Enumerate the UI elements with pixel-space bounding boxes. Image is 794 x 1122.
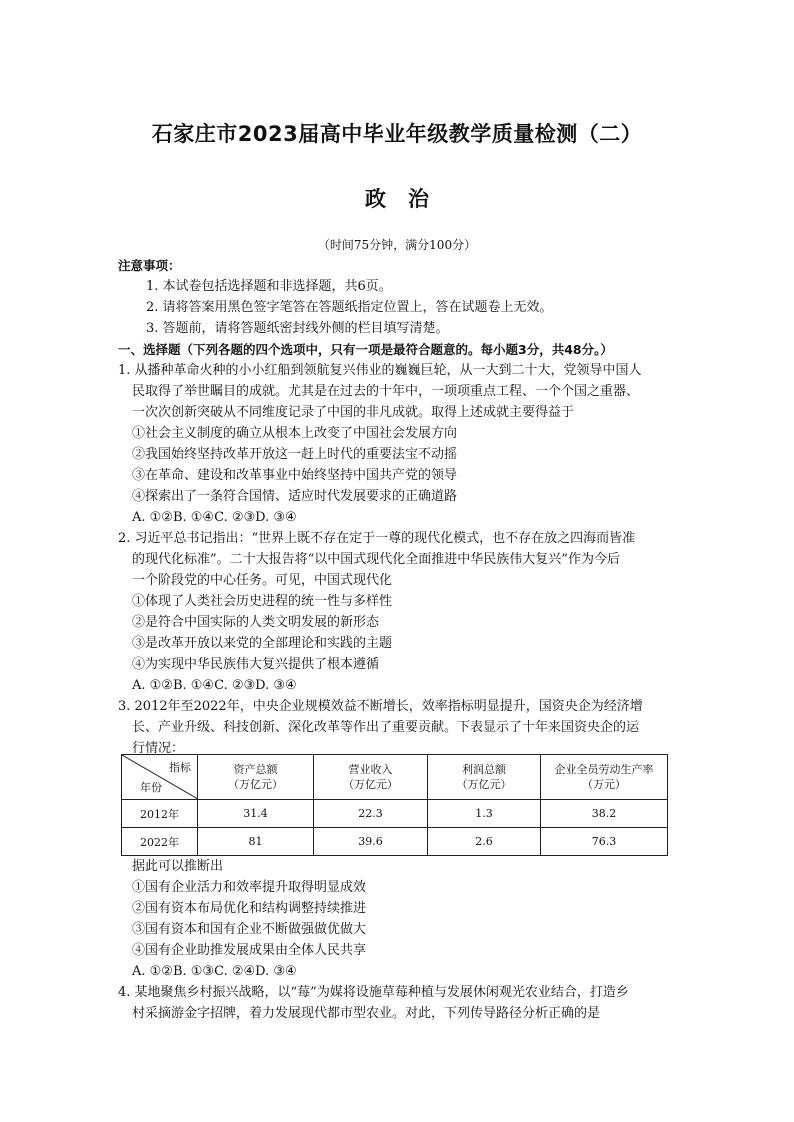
table-cell: 38.2	[541, 800, 668, 828]
table-header-row	[122, 755, 668, 800]
table-cell: 1.3	[428, 800, 541, 828]
column-header-name: 营业收入	[348, 763, 393, 776]
notice-item: 1. 本试卷包括选择题和非选择题，共6页。	[146, 279, 392, 294]
table-cell: 76.3	[541, 828, 668, 856]
statement-option: ④为实现中华民族伟大复兴提供了根本遵循	[132, 657, 380, 672]
column-header-unit: （万元）	[582, 778, 626, 791]
year-cell: 2012年	[122, 800, 198, 828]
notice-section	[118, 255, 678, 360]
column-header-name: 利润总额	[462, 763, 506, 776]
statement-option: ②我国始终坚持改革开放这一赶上时代的重要法宝不动摇	[132, 447, 458, 462]
question-4	[118, 982, 678, 1024]
corner-label-year: 年份	[140, 781, 162, 794]
column-header-unit: （万亿元）	[343, 778, 398, 791]
time-info: （时间75分钟，满分100分）	[317, 238, 477, 252]
question-lead: 据此可以推断出	[132, 859, 224, 874]
statement-option: ④国有企业助推发展成果由全体人民共享	[132, 943, 367, 958]
question-text: 民取得了举世瞩目的成就。尤其是在过去的十年中，一项项重点工程、一个个国之重器、	[132, 384, 640, 399]
notice-item: 3. 答题前，请将答题纸密封线外侧的栏目填写清楚。	[146, 321, 449, 336]
question-3	[118, 696, 678, 759]
question-text: 2. 习近平总书记指出：“世界上既不存在定于一尊的现代化模式，也不存在放之四海而皆准	[118, 531, 636, 546]
answer-choices: A. ①②B. ①③C. ②④D. ③④	[132, 964, 297, 979]
column-header-name: 资产总额	[233, 763, 278, 776]
question-3-continued	[118, 856, 678, 982]
statement-option: ③是改革开放以来党的全部理论和实践的主题	[132, 636, 393, 651]
column-header-unit: （万亿元）	[456, 778, 512, 791]
table-row	[122, 828, 668, 856]
statement-option: ①国有企业活力和效率提升取得明显成效	[132, 880, 367, 895]
column-header-name: 企业全员劳动生产率	[554, 763, 654, 776]
question-text: 行情况：	[132, 741, 185, 756]
table-cell: 31.4	[198, 800, 314, 828]
exam-title: 石家庄市2023届高中毕业年级教学质量检测（二）	[151, 122, 643, 146]
notice-item: 2. 请将答案用黑色签字笔答在答题纸指定位置上，答在试题卷上无效。	[146, 300, 553, 315]
question-text: 一次次创新突破从不同维度记录了中国的非凡成就。取得上述成就主要得益于	[132, 405, 575, 420]
table-row	[122, 800, 668, 828]
answer-choices: A. ①②B. ①④C. ②③D. ③④	[132, 510, 297, 525]
answer-choices: A. ①②B. ①④C. ②③D. ③④	[132, 678, 297, 693]
section-heading: 一、选择题（下列各题的四个选项中，只有一项是最符合题意的。每小题3分，共48分。）	[118, 342, 613, 357]
statement-option: ①社会主义制度的确立从根本上改变了中国社会发展方向	[132, 426, 458, 441]
question-text: 1. 从播种革命火种的小小红船到领航复兴伟业的巍巍巨轮，从一大到二十大，党领导中国人	[118, 363, 642, 378]
column-header	[198, 755, 314, 800]
statement-option: ③国有资本和国有企业不断做强做优做大	[132, 922, 367, 937]
table-cell: 22.3	[314, 800, 428, 828]
notice-heading: 注意事项：	[118, 258, 181, 273]
statement-option: ④探索出了一条符合国情、适应时代发展要求的正确道路	[132, 489, 458, 504]
table-cell: 81	[198, 828, 314, 856]
question-text: 的现代化标准”。二十大报告将“以中国式现代化全面推进中华民族伟大复兴”作为今后	[132, 552, 620, 567]
corner-label-indicator: 指标	[169, 761, 191, 774]
question-text: 村采摘游金字招牌，着力发展现代都市型农业。对此，下列传导路径分析正确的是	[132, 1006, 601, 1021]
column-header-unit: （万亿元）	[228, 778, 283, 791]
statement-option: ②国有资本布局优化和结构调整持续推进	[132, 901, 367, 916]
statement-option: ②是符合中国实际的人类文明发展的新形态	[132, 615, 380, 630]
soe-data-table	[121, 754, 668, 856]
question-text: 4. 某地聚焦乡村振兴战略，以“莓”为媒将设施草莓种植与发展休闲观光农业结合，打造乡	[118, 985, 629, 1000]
question-text: 3. 2012年至2022年，中央企业规模效益不断增长，效率指标明显提升，国资央企为经济增	[118, 699, 643, 714]
year-cell: 2022年	[122, 828, 198, 856]
table-cell: 2.6	[428, 828, 541, 856]
column-header	[541, 755, 668, 800]
column-header	[428, 755, 541, 800]
subject-title: 政治	[365, 187, 451, 211]
question-text: 一个阶段党的中心任务。可见，中国式现代化	[132, 573, 393, 588]
statement-option: ③在革命、建设和改革事业中始终坚持中国共产党的领导	[132, 468, 458, 483]
table-corner-cell	[122, 755, 198, 800]
question-text: 长、产业升级、科技创新、深化改革等作出了重要贡献。下表显示了十年来国资央企的运	[132, 720, 640, 735]
question-1	[118, 360, 678, 528]
column-header	[314, 755, 428, 800]
table-cell: 39.6	[314, 828, 428, 856]
statement-option: ①体现了人类社会历史进程的统一性与多样性	[132, 594, 393, 609]
question-2	[118, 528, 678, 696]
